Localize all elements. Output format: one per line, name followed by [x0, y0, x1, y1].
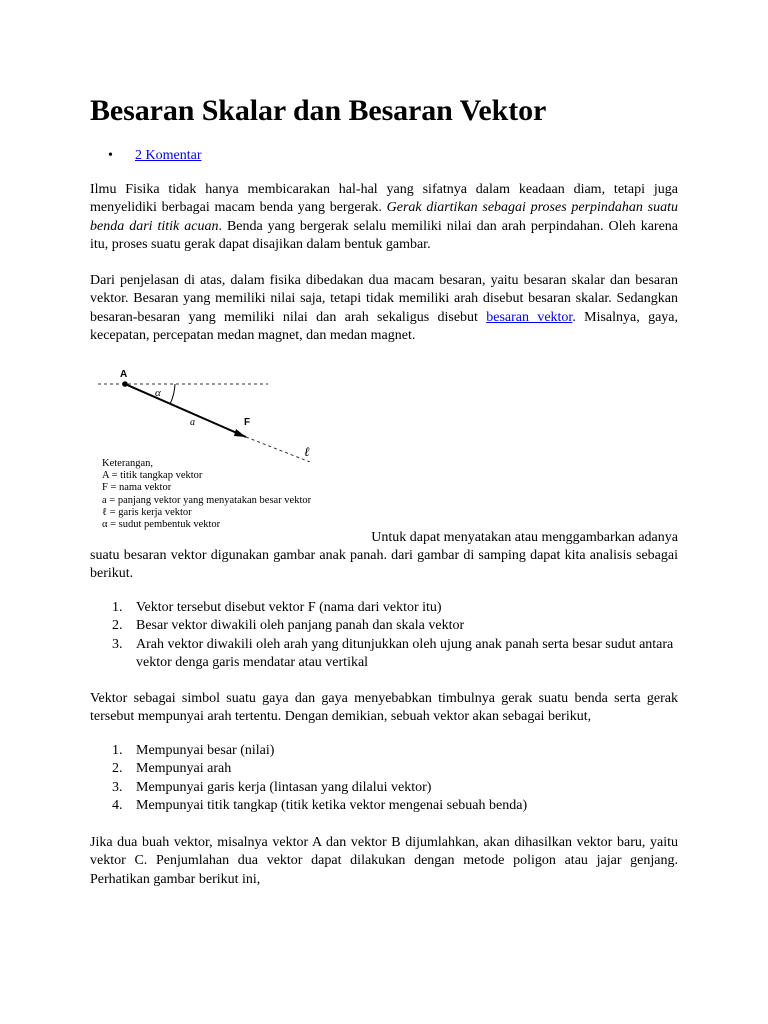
legend-item: ℓ = garis kerja vektor — [102, 506, 192, 518]
definition-italic: Gerak diartikan sebagai proses perpindahan suatu benda dari titik acuan — [90, 200, 678, 234]
list-item: 1. Mempunyai besar (nilai) — [112, 743, 275, 758]
legend-item: a = panjang vektor yang menyatakan besar vektor — [102, 494, 312, 506]
vector-characteristics-list — [90, 742, 678, 815]
angle-arc — [170, 384, 175, 404]
paragraph-figure-caption: suatu besaran vektor digunakan gambar anak panah. dari gambar di samping dapat kita analisis sebagai berikut. — [90, 548, 678, 582]
vector-diagram — [98, 362, 348, 462]
legend-title: Keterangan, — [102, 458, 154, 469]
legend-item: F = nama vektor — [102, 482, 172, 494]
magnitude-label: a — [190, 417, 195, 428]
list-item: 3. Arah vektor diwakili oleh arah yang ditunjukkan oleh ujung anak panah serta besar sudut antara vektor denga garis mendatar atau vertikal — [112, 636, 674, 670]
legend-item: A = titik tangkap vektor — [102, 470, 203, 482]
list-item: 3. Mempunyai garis kerja (lintasan yang dilalui vektor) — [112, 779, 432, 795]
comments-link[interactable]: 2 Komentar — [135, 148, 202, 163]
arrow-head-icon — [234, 429, 246, 437]
paragraph-vector-addition: Jika dua buah vektor, misalnya vektor A dan vektor B dijumlahkan, akan dihasilkan vektor baru, yaitu vektor C. Penjumlahan dua vektor dapat dilakukan dengan metode poligon atau jajar genjang. Perhatikan gambar berikut ini, — [90, 835, 678, 887]
vector-properties-list — [90, 599, 678, 672]
bullet-icon: • — [108, 148, 113, 163]
paragraph-vector-symbol: Vektor sebagai simbol suatu gaya dan gaya menyebabkan timbulnya gerak suatu benda serta gerak tersebut mempunyai arah tertentu. Dengan demikian, sebuah vektor akan sebagai berikut, — [90, 691, 678, 725]
origin-point — [122, 381, 128, 387]
figure-legend — [102, 458, 311, 531]
paragraph-scalar-vector: Dari penjelasan di atas, dalam fisika dibedakan dua macam besaran, yaitu besaran skalar dan besaran vektor. Besaran yang memiliki nilai saja, tetapi tidak memiliki arah disebut besaran skalar. Sedangkan besaran-besaran yang memiliki nilai dan arah sekaligus disebut besaran vektor. Misalnya, gaya, kecepatan, percepatan medan magnet, dan medan magnet. — [90, 273, 679, 343]
legend-item: α = sudut pembentuk vektor — [102, 519, 221, 531]
list-item: 1. Vektor tersebut disebut vektor F (nama dari vektor itu) — [112, 600, 442, 615]
besaran-vektor-link[interactable]: besaran vektor — [486, 309, 573, 325]
paragraph-intro: Ilmu Fisika tidak hanya membicarakan hal-hal yang sifatnya dalam keadaan diam, tetapi juga menyelidiki berbagai macam benda yang bergerak. Gerak diartikan sebagai proses perpindahan suatu benda dari titik acuan. Benda yang bergerak selalu memiliki nilai dan arah perpindahan. Oleh karena itu, proses suatu gerak dapat disajikan dalam bentuk gambar. — [90, 182, 678, 252]
list-item: 2. Mempunyai arah — [112, 761, 232, 777]
vector-arrow-line — [125, 384, 246, 437]
list-item: 4. Mempunyai titik tangkap (titik ketika vektor mengenai sebuah benda) — [112, 797, 528, 813]
list-item: 2. Besar vektor diwakili oleh panjang panah dan skala vektor — [112, 618, 465, 634]
page-title: Besaran Skalar dan Besaran Vektor — [90, 94, 547, 127]
paragraph-figure-caption-start: Untuk dapat menyatakan atau menggambarkan adanya — [371, 530, 678, 545]
ell-label: ℓ — [304, 444, 310, 459]
point-f-label: F — [244, 417, 251, 428]
point-a-label: A — [120, 369, 128, 380]
vector-figure — [98, 362, 348, 542]
alpha-label: α — [155, 387, 161, 399]
